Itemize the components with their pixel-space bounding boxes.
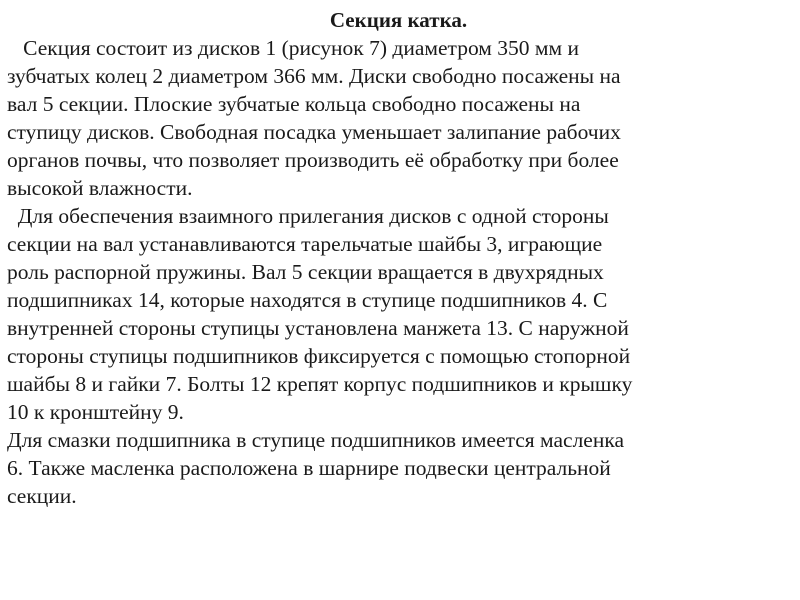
paragraph-line: Для обеспечения взаимного прилегания дисков с одной стороны — [7, 204, 609, 228]
paragraph-line: ступицу дисков. Свободная посадка уменьшает залипание рабочих — [7, 120, 621, 144]
paragraph-line: внутренней стороны ступицы установлена манжета 13. С наружной — [7, 316, 629, 340]
paragraph-2 — [7, 202, 790, 426]
paragraph-line: зубчатых колец 2 диаметром 366 мм. Диски свободно посажены на — [7, 64, 621, 88]
paragraph-line: роль распорной пружины. Вал 5 секции вращается в двухрядных — [7, 260, 604, 284]
paragraph-line: вал 5 секции. Плоские зубчатые кольца свободно посажены на — [7, 92, 581, 116]
paragraph-line: Секция состоит из дисков 1 (рисунок 7) диаметром 350 мм и — [7, 36, 579, 60]
paragraph-line: секции. — [7, 484, 77, 508]
paragraph-line: органов почвы, что позволяет производить её обработку при более — [7, 148, 619, 172]
paragraph-3 — [7, 426, 790, 510]
paragraph-line: 6. Также масленка расположена в шарнире подвески центральной — [7, 456, 611, 480]
paragraph-line: Для смазки подшипника в ступице подшипников имеется масленка — [7, 428, 625, 452]
paragraph-line: стороны ступицы подшипников фиксируется с помощью стопорной — [7, 344, 631, 368]
paragraph-line: секции на вал устанавливаются тарельчатые шайбы 3, играющие — [7, 232, 603, 256]
paragraph-line: высокой влажности. — [7, 176, 193, 200]
paragraph-line: шайбы 8 и гайки 7. Болты 12 крепят корпус подшипников и крышку — [7, 372, 633, 396]
paragraph-line: 10 к кронштейну 9. — [7, 400, 184, 424]
paragraph-line: подшипниках 14, которые находятся в ступице подшипников 4. С — [7, 288, 608, 312]
document-title: Секция катка. — [329, 8, 468, 32]
paragraph-1 — [7, 34, 790, 202]
